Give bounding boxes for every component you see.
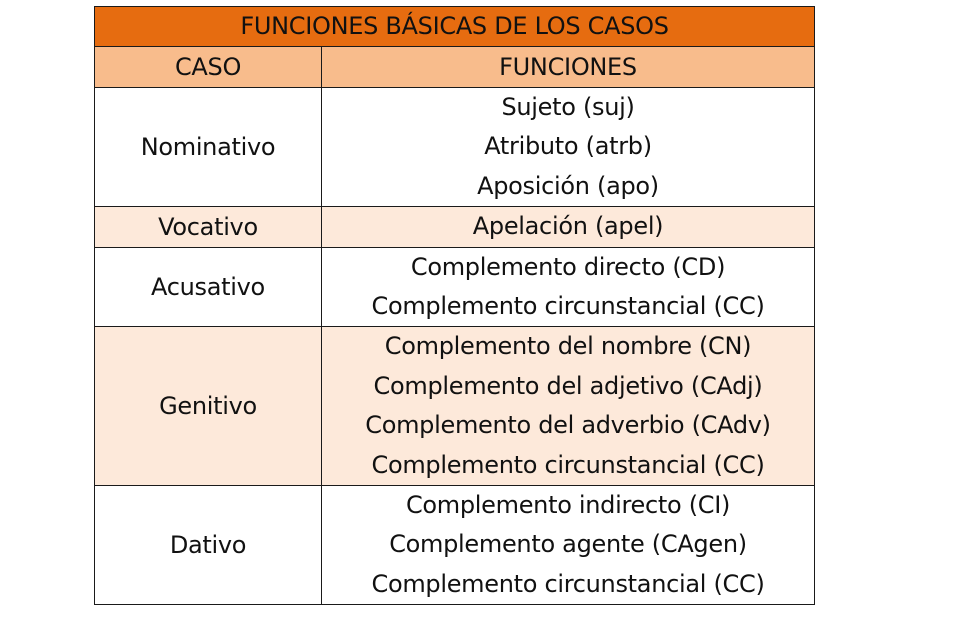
funciones-cell — [322, 88, 815, 207]
title-row — [95, 7, 815, 47]
caso-cell: Nominativo — [95, 88, 322, 207]
funcion-item: Aposición (apo) — [477, 171, 659, 200]
funciones-cell — [322, 485, 815, 604]
caso-cell: Acusativo — [95, 247, 322, 327]
table-row-dativo — [95, 485, 815, 604]
caso-cell: Genitivo — [95, 327, 322, 486]
column-header-funciones: FUNCIONES — [322, 47, 815, 88]
funcion-item: Complemento circunstancial (CC) — [371, 450, 765, 479]
table-title: FUNCIONES BÁSICAS DE LOS CASOS — [95, 7, 815, 47]
table-row-genitivo — [95, 327, 815, 486]
table-row-acusativo — [95, 247, 815, 327]
table-row-vocativo — [95, 207, 815, 247]
funcion-item: Complemento directo (CD) — [410, 252, 726, 281]
funcion-item: Complemento del adverbio (CAdv) — [365, 411, 771, 440]
header-row — [95, 47, 815, 88]
funcion-item: Atributo (atrb) — [484, 132, 652, 161]
funcion-item: Complemento indirecto (CI) — [405, 490, 731, 519]
column-header-caso: CASO — [95, 47, 322, 88]
funciones-cell — [322, 327, 815, 486]
funcion-item: Complemento del nombre (CN) — [384, 332, 752, 361]
funcion-item: Complemento del adjetivo (CAdj) — [373, 371, 763, 400]
funcion-item: Complemento agente (CAgen) — [389, 530, 747, 559]
funciones-cell — [322, 207, 815, 247]
funcion-item: Complemento circunstancial (CC) — [371, 291, 765, 320]
funcion-item: Complemento circunstancial (CC) — [371, 569, 765, 598]
funcion-item: Sujeto (suj) — [501, 93, 635, 121]
funciones-cell — [322, 247, 815, 327]
table-row-nominativo — [95, 88, 815, 207]
caso-cell: Vocativo — [95, 207, 322, 247]
caso-cell: Dativo — [95, 485, 322, 604]
cases-table — [94, 6, 815, 605]
funcion-item: Apelación (apel) — [472, 212, 664, 241]
